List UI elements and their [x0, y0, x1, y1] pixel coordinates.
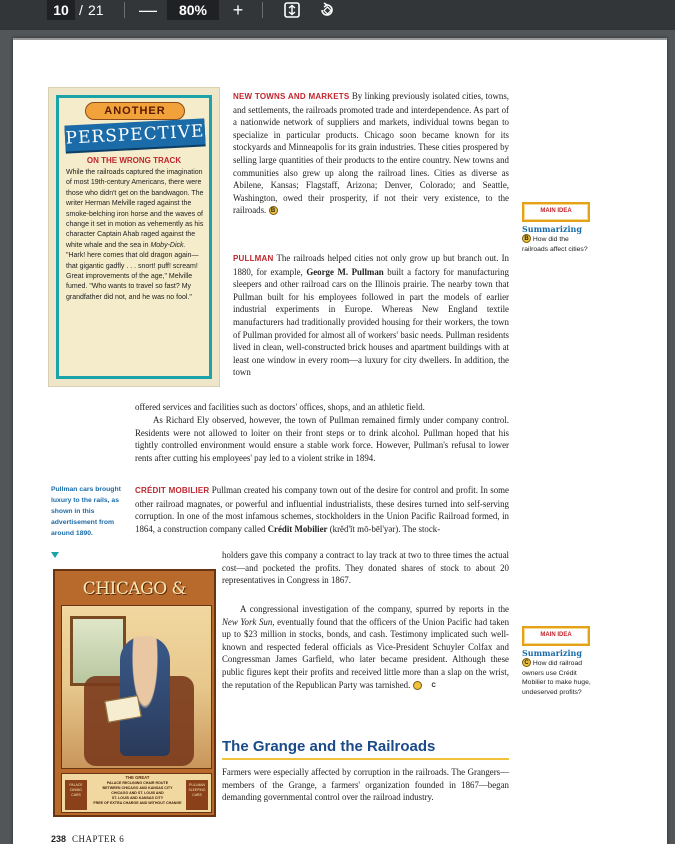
- page-number: 238: [51, 834, 67, 844]
- marker-c-icon: C: [413, 681, 422, 690]
- marker-c-icon: C: [522, 658, 531, 667]
- caption-arrow-icon: [51, 552, 59, 558]
- figure-caption: Pullman cars brought luxury to the rails, as shown in this advertisement from around 1890.: [51, 486, 121, 537]
- marker-b-icon: B: [269, 206, 278, 215]
- ad-illustration: [61, 605, 212, 769]
- toolbar-divider: [124, 2, 125, 18]
- main-idea-b-question: B How did the railroads affect cities?: [522, 236, 588, 253]
- marker-b-icon: B: [522, 234, 531, 243]
- ad-text-panel: [61, 773, 212, 813]
- paragraph-investigation: A congressional investigation of the company, spurred by reports in the New York Sun, eventually found that the officers of the Union Pacific had taken up to $23 million in stocks, bonds, and cash. Testimony implicated such well-known and respected federal officials as Vice-President Schuyler Colfax and Congressman James Garfield, who later became president. Although these public figures kept their profits and received little more than a slap on the wrist, the reputation of the Republican Party was tarnished. C: [222, 604, 510, 690]
- section-title-rule: [222, 758, 509, 760]
- pdf-toolbar: [0, 0, 675, 30]
- main-idea-b-label: MAIN IDEA: [522, 202, 590, 222]
- zoom-in-button[interactable]: +: [232, 0, 244, 20]
- rotate-icon[interactable]: [318, 1, 336, 19]
- chicago-alton-advertisement: [53, 569, 216, 817]
- paragraph-credit-mobilier: CRÉDIT MOBILIER Pullman created his company town out of the desire for control and profit. In some other railroad magnates, or powerful and influential industrialists, these desires turned into self-serving corruption. In one of the most infamous schemes, stockholders in the Union Pacific Railroad formed, in 1864, a construction company called Crédit Mobilier (krĕd'ĭt mō-bēl'yər). The stock-: [135, 485, 509, 534]
- section-heading-new-towns: NEW TOWNS AND MARKETS: [233, 92, 350, 101]
- ad-route-lines: PALACE RECLINING CHAIR ROUTE BETWEEN CHICAGO AND KANSAS CITY CHICAGO AND ST. LOUIS AND ST. LOUIS AND KANSAS CITY FREE OF EXTRA CHARGE AND WITHOUT CHANGE: [93, 781, 182, 805]
- main-idea-b-skill: Summarizing: [522, 224, 582, 234]
- page-footer: [51, 834, 124, 844]
- another-perspective-box: [49, 88, 219, 386]
- perspective-body: While the railroads captured the imagination of most 19th-century Americans, there were those who didn't get on the bandwagon. The writer Herman Melville raged against the smoke-belching iron horse and the waves of change it set in motion as vehemently as his character Captain Ahab raged against the white whale and the sea in Moby-Dick. "Hark! here comes that old dragon again—that gigantic gadfly . . . snort! puff! scream! Great improvements of the age," Melville fumed. "Who wants to travel so fast? My grandfather did not, and he was no fool.": [66, 169, 204, 301]
- main-idea-c-question: C How did railroad owners use Crédit Mobilier to make huge, undeserved profits?: [522, 660, 591, 696]
- paragraph-grange: Farmers were especially affected by corruption in the railroads. The Grangers—members of the Grange, a farmers' organization founded in 1867—began demanding governmental control over the railroad industry.: [222, 767, 509, 803]
- page-total: 21: [88, 2, 104, 18]
- chapter-label: CHAPTER 6: [72, 834, 125, 844]
- paragraph-pullman-cont: offered services and facilities such as doctors' offices, shops, and an athletic field.: [135, 402, 425, 412]
- page-number-input[interactable]: 10: [47, 0, 75, 20]
- toolbar-divider: [262, 2, 263, 18]
- ad-left-panel: PALACE DINING CARS: [65, 780, 87, 810]
- perspective-banner: PERSPECTIVE: [64, 118, 205, 151]
- main-idea-c-label: MAIN IDEA: [522, 626, 590, 646]
- document-page: [13, 38, 667, 844]
- section-title-grange: The Grange and the Railroads: [222, 738, 436, 755]
- ad-great: THE GREAT: [125, 775, 150, 780]
- perspective-heading: ON THE WRONG TRACK: [86, 156, 182, 165]
- paragraph-pullman: PULLMAN The railroads helped cities not only grow up but branch out. In 1880, for example, George M. Pullman built a factory for manufacturing sleepers and other railroad cars on the Illinois prairie. The nearby town that Pullman built for his employees followed in part the models of earlier industrial experiments in Europe. Whereas New England textile manufacturers had traditionally provided housing for their workers, the town of Pullman provided for almost all of workers' basic needs. Pullman residents lived in clean, well-constructed brick houses and apartment buildings with at least one window in every room—a luxury for city dwellers. In addition, the town: [233, 253, 509, 378]
- section-heading-credit-mobilier: CRÉDIT MOBILIER: [135, 486, 210, 495]
- zoom-level-input[interactable]: 80%: [167, 0, 219, 20]
- paragraph-ely: As Richard Ely observed, however, the town of Pullman remained firmly under company control. Residents were not allowed to loiter on their front steps or to drink alcohol. Pullman hoped that his tightly controlled environment would ensure a stable work force. However, Pullman's refusal to lower rents after cutting his employees' pay led to a violent strike in 1894.: [135, 415, 509, 463]
- fit-page-icon[interactable]: [283, 1, 301, 19]
- page-top-rule: [13, 38, 667, 40]
- paragraph-new-towns: NEW TOWNS AND MARKETS By linking previously isolated cities, towns, and settlements, the railroads promoted trade and interdependence. As part of a nationwide network of suppliers and markets, individual towns began to specialize in particular products. Chicago soon became known for its stockyards and Minneapolis for its grain industries. These cities prospered by selling large quantities of their products to the entire country. New towns and communities also grew up along the railroad lines. Cities as diverse as Abilene, Kansas; Flagstaff, Arizona; Denver, Colorado; and Seattle, Washington, owed their prosperity, if not their very existence, to the railroads. B: [233, 91, 509, 216]
- paragraph-credit-mobilier-cont: holders gave this company a contract to lay track at two to three times the actual cost—and pocketed the profits. They donated shares of stock to about 20 representatives in Congress in 1867.: [222, 550, 509, 586]
- main-idea-c-skill: Summarizing: [522, 648, 582, 658]
- zoom-out-button[interactable]: —: [139, 0, 157, 20]
- ad-title: CHICAGO &: [82, 579, 187, 599]
- section-heading-pullman: PULLMAN: [233, 254, 274, 263]
- perspective-tag: ANOTHER: [85, 102, 185, 120]
- perspective-inner-frame: [56, 95, 212, 379]
- ad-right-panel: PULLMAN SLEEPING CARS: [186, 780, 208, 810]
- page-separator: /: [79, 2, 83, 18]
